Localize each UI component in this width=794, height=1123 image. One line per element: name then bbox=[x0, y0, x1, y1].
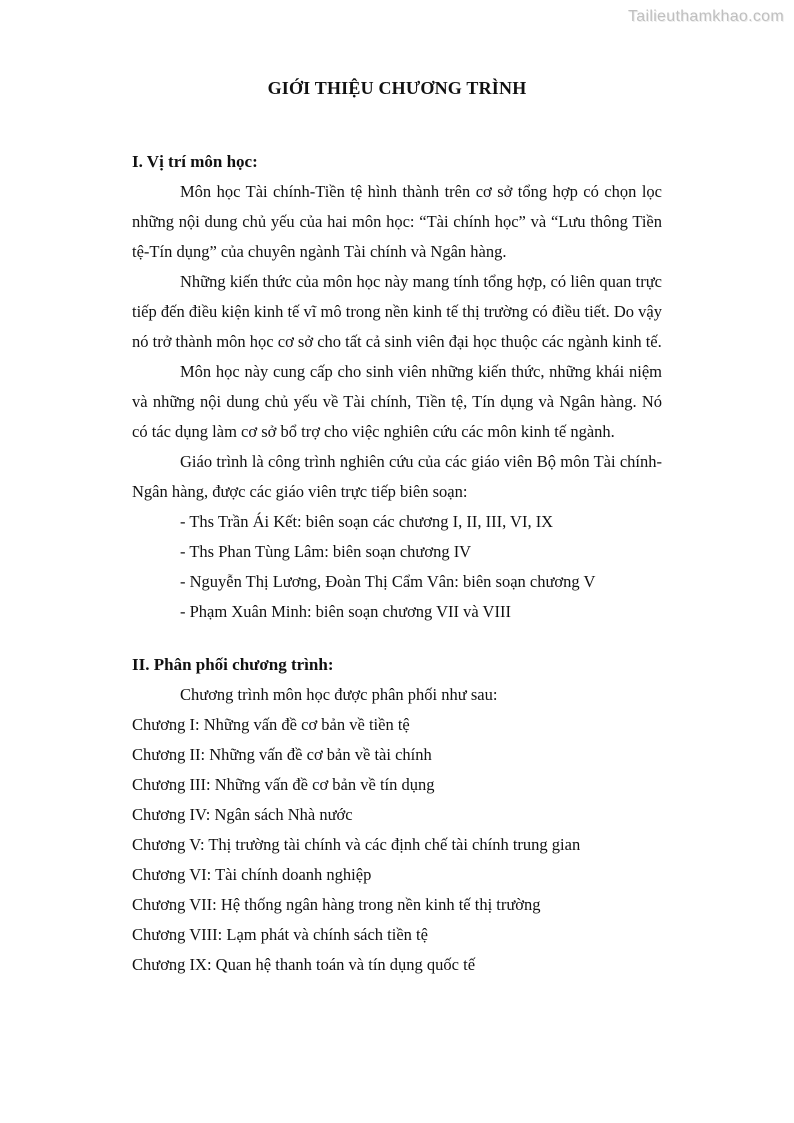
author-list-item: - Nguyễn Thị Lương, Đoàn Thị Cẩm Vân: biên soạn chương V bbox=[180, 572, 596, 591]
chapter-list-item: Chương I: Những vấn đề cơ bản về tiền tệ bbox=[132, 715, 410, 734]
author-list-item: - Phạm Xuân Minh: biên soạn chương VII và VIII bbox=[180, 602, 511, 621]
section-2-heading: II. Phân phối chương trình: bbox=[132, 655, 334, 674]
section-1-paragraph-1: Môn học Tài chính-Tiền tệ hình thành trên cơ sở tổng hợp có chọn lọc những nội dung chủ yếu của hai môn học: “Tài chính học” và “Lưu thông Tiền tệ-Tín dụng” của chuyên ngành Tài chính và Ngân hàng. bbox=[132, 182, 662, 261]
chapter-list-item: Chương IX: Quan hệ thanh toán và tín dụng quốc tế bbox=[132, 955, 476, 974]
chapter-list-item: Chương VI: Tài chính doanh nghiệp bbox=[132, 865, 372, 884]
section-2-intro: Chương trình môn học được phân phối như sau: bbox=[180, 685, 498, 704]
chapter-list-item: Chương IV: Ngân sách Nhà nước bbox=[132, 805, 353, 824]
chapter-list-item: Chương V: Thị trường tài chính và các định chế tài chính trung gian bbox=[132, 835, 581, 854]
chapter-list-item: Chương VIII: Lạm phát và chính sách tiền tệ bbox=[132, 925, 428, 944]
author-list-item: - Ths Phan Tùng Lâm: biên soạn chương IV bbox=[180, 542, 472, 561]
section-1-heading: I. Vị trí môn học: bbox=[132, 152, 258, 171]
chapter-list-item: Chương II: Những vấn đề cơ bản về tài chính bbox=[132, 745, 432, 764]
page-title: GIỚI THIỆU CHƯƠNG TRÌNH bbox=[267, 78, 527, 98]
section-1-paragraph-2: Những kiến thức của môn học này mang tính tổng hợp, có liên quan trực tiếp đến điều kiện kinh tế vĩ mô trong nền kinh tế thị trường có điều tiết. Do vậy nó trở thành môn học cơ sở cho tất cả sinh viên đại học thuộc các ngành kinh tế. bbox=[132, 272, 662, 351]
author-list-item: - Ths Trần Ái Kết: biên soạn các chương I, II, III, VI, IX bbox=[180, 512, 554, 531]
section-1-paragraph-3: Môn học này cung cấp cho sinh viên những kiến thức, những khái niệm và những nội dung chủ yếu về Tài chính, Tiền tệ, Tín dụng và Ngân hàng. Nó có tác dụng làm cơ sở bổ trợ cho việc nghiên cứu các môn kinh tế ngành. bbox=[132, 362, 662, 441]
watermark-text: Tailieuthamkhao.com bbox=[628, 8, 784, 25]
section-1-paragraph-4: Giáo trình là công trình nghiên cứu của các giáo viên Bộ môn Tài chính-Ngân hàng, được các giáo viên trực tiếp biên soạn: bbox=[132, 452, 662, 501]
chapter-list-item: Chương VII: Hệ thống ngân hàng trong nền kinh tế thị trường bbox=[132, 895, 541, 914]
chapter-list-item: Chương III: Những vấn đề cơ bản về tín dụng bbox=[132, 775, 435, 794]
